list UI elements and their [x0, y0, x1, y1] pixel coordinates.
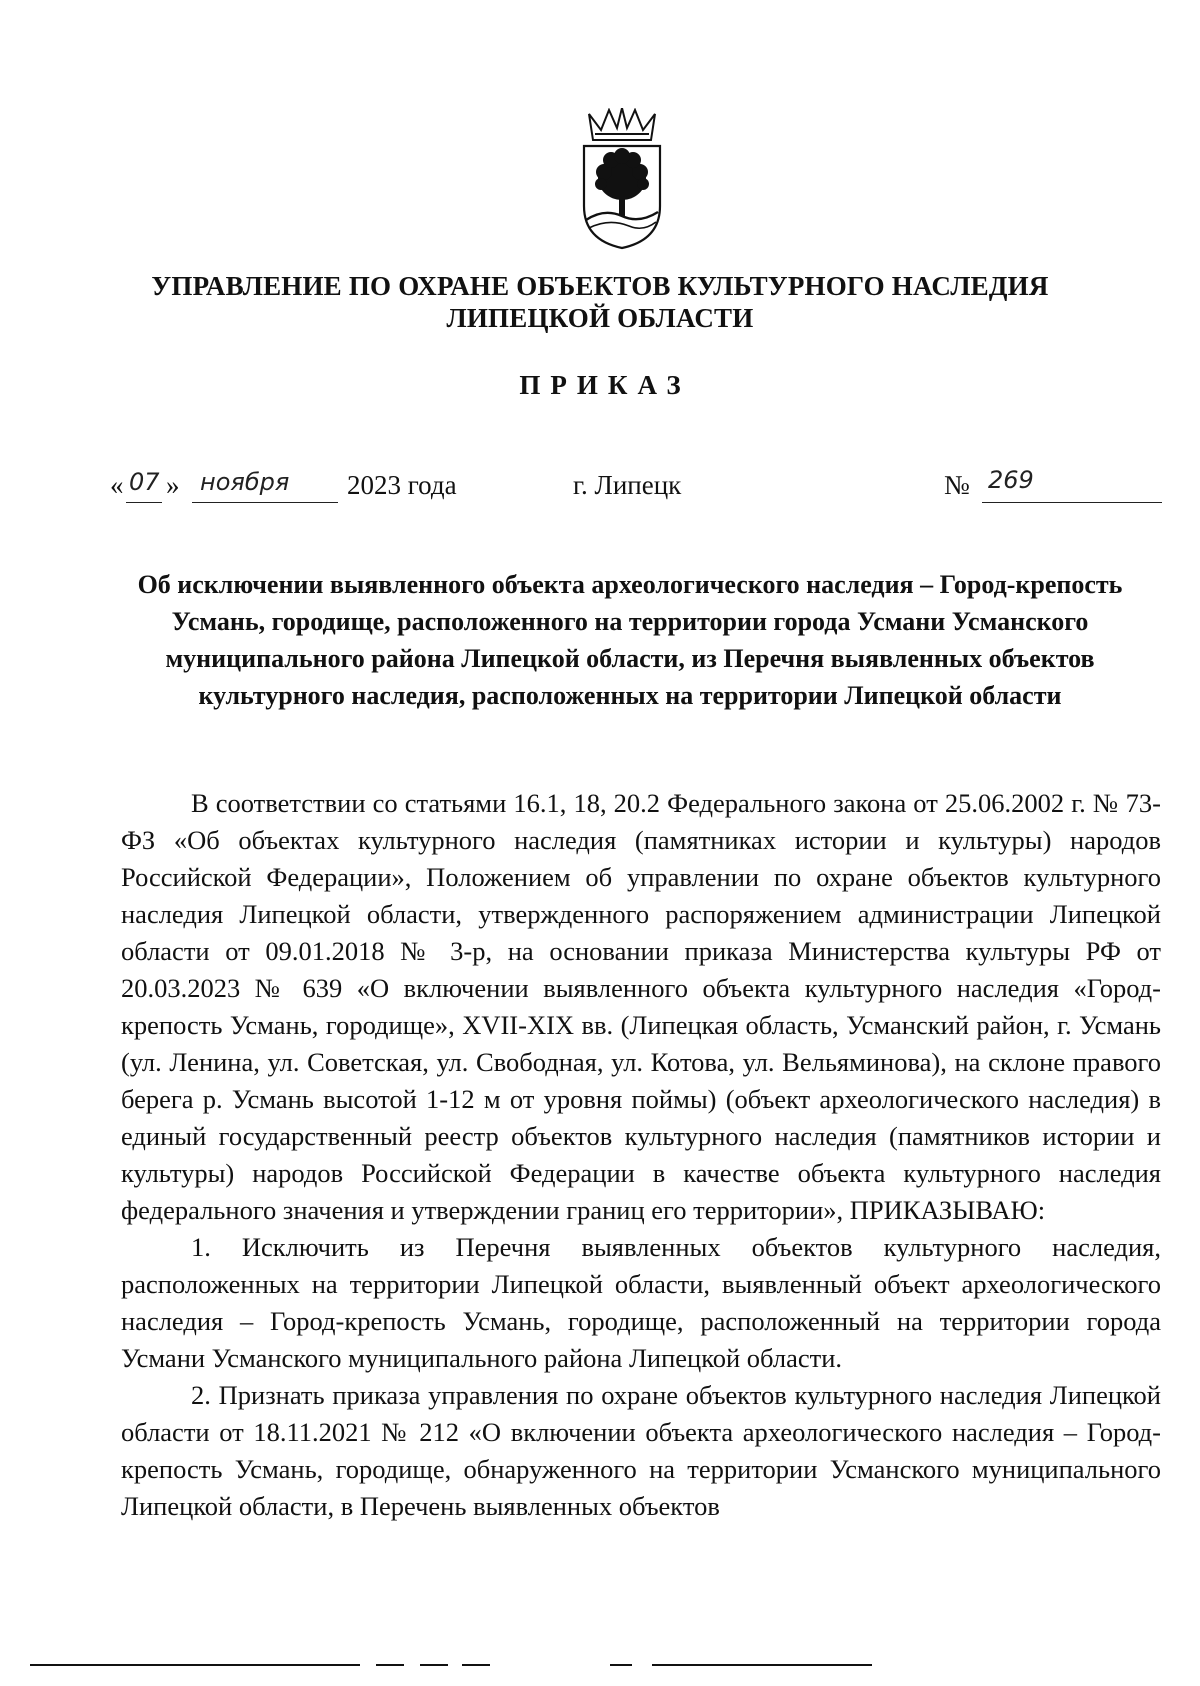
- date-month: ноября: [200, 468, 290, 496]
- footer-scan-line: [462, 1664, 490, 1666]
- coat-of-arms-icon: [579, 108, 665, 250]
- date-quote-close: »: [166, 470, 180, 500]
- footer-scan-line: [30, 1664, 360, 1666]
- date-month-underline: [192, 502, 338, 503]
- order-body: [121, 785, 1161, 1525]
- order-subject-title: Об исключении выявленного объекта археологического наследия – Город-крепость Усмань, городище, расположенного на территории города Усмани Усманского муниципального района Липецкой области, из Перечня выявленных объектов культурного наследия, расположенных на территории Липецкой области: [137, 570, 1123, 710]
- date-city-number-row: [0, 462, 1200, 512]
- footer-scan-line: [376, 1664, 404, 1666]
- city-name: г. Липецк: [573, 470, 682, 500]
- body-paragraph-preamble: В соответствии со статьями 16.1, 18, 20.2 Федерального закона от 25.06.2002 г. № 73-ФЗ «Об объектах культурного наследия (памятниках истории и культуры) народов Российской Федерации», Положением об управлении по охране объектов культурного наследия Липецкой области, утвержденного распоряжением администрации Липецкой области от 09.01.2018 № 3-р, на основании приказа Министерства культуры РФ от 20.03.2023 № 639 «О включении выявленного объекта культурного наследия «Город-крепость Усмань, городище», XVII-XIX вв. (Липецкая область, Усманский район, г. Усмань (ул. Ленина, ул. Советская, ул. Свободная, ул. Котова, ул. Вельяминова), на склоне правого берега р. Усмань высотой 1-12 м от уровня поймы) (объект археологического наследия) в единый государственный реестр объектов культурного наследия (памятников истории и культуры) народов Российской Федерации в качестве объекта культурного наследия федерального значения и утверждении границ его территории», ПРИКАЗЫВАЮ:: [121, 788, 1161, 1225]
- date-day-underline: [126, 502, 162, 503]
- footer-scan-line: [610, 1664, 632, 1666]
- organization-title-line2: ЛИПЕЦКОЙ ОБЛАСТИ: [446, 303, 754, 333]
- date-day: 07: [129, 468, 160, 496]
- date-quote-open: «: [110, 470, 124, 500]
- body-paragraph-item-2: 2. Признать приказа управления по охране объектов культурного наследия Липецкой области от 18.11.2021 № 212 «О включении объекта археологического наследия – Город-крепость Усмань, городище, обнаруженного на территории Усманского муниципального Липецкой области, в Перечень выявленных объектов: [121, 1380, 1161, 1521]
- order-number: 269: [988, 466, 1034, 494]
- footer-scan-line: [420, 1664, 448, 1666]
- body-paragraph-item-1: 1. Исключить из Перечня выявленных объектов культурного наследия, расположенных на территории Липецкой области, выявленный объект археологического наследия – Город-крепость Усмань, городище, расположенный на территории города Усмани Усманского муниципального района Липецкой области.: [121, 1232, 1161, 1373]
- number-sign: №: [944, 470, 970, 500]
- footer-scan-line: [652, 1664, 872, 1666]
- order-number-underline: [982, 502, 1162, 503]
- document-type-title: ПРИКАЗ: [519, 370, 691, 400]
- organization-title-line1: УПРАВЛЕНИЕ ПО ОХРАНЕ ОБЪЕКТОВ КУЛЬТУРНОГО НАСЛЕДИЯ: [151, 271, 1049, 301]
- date-year: 2023 года: [347, 470, 457, 500]
